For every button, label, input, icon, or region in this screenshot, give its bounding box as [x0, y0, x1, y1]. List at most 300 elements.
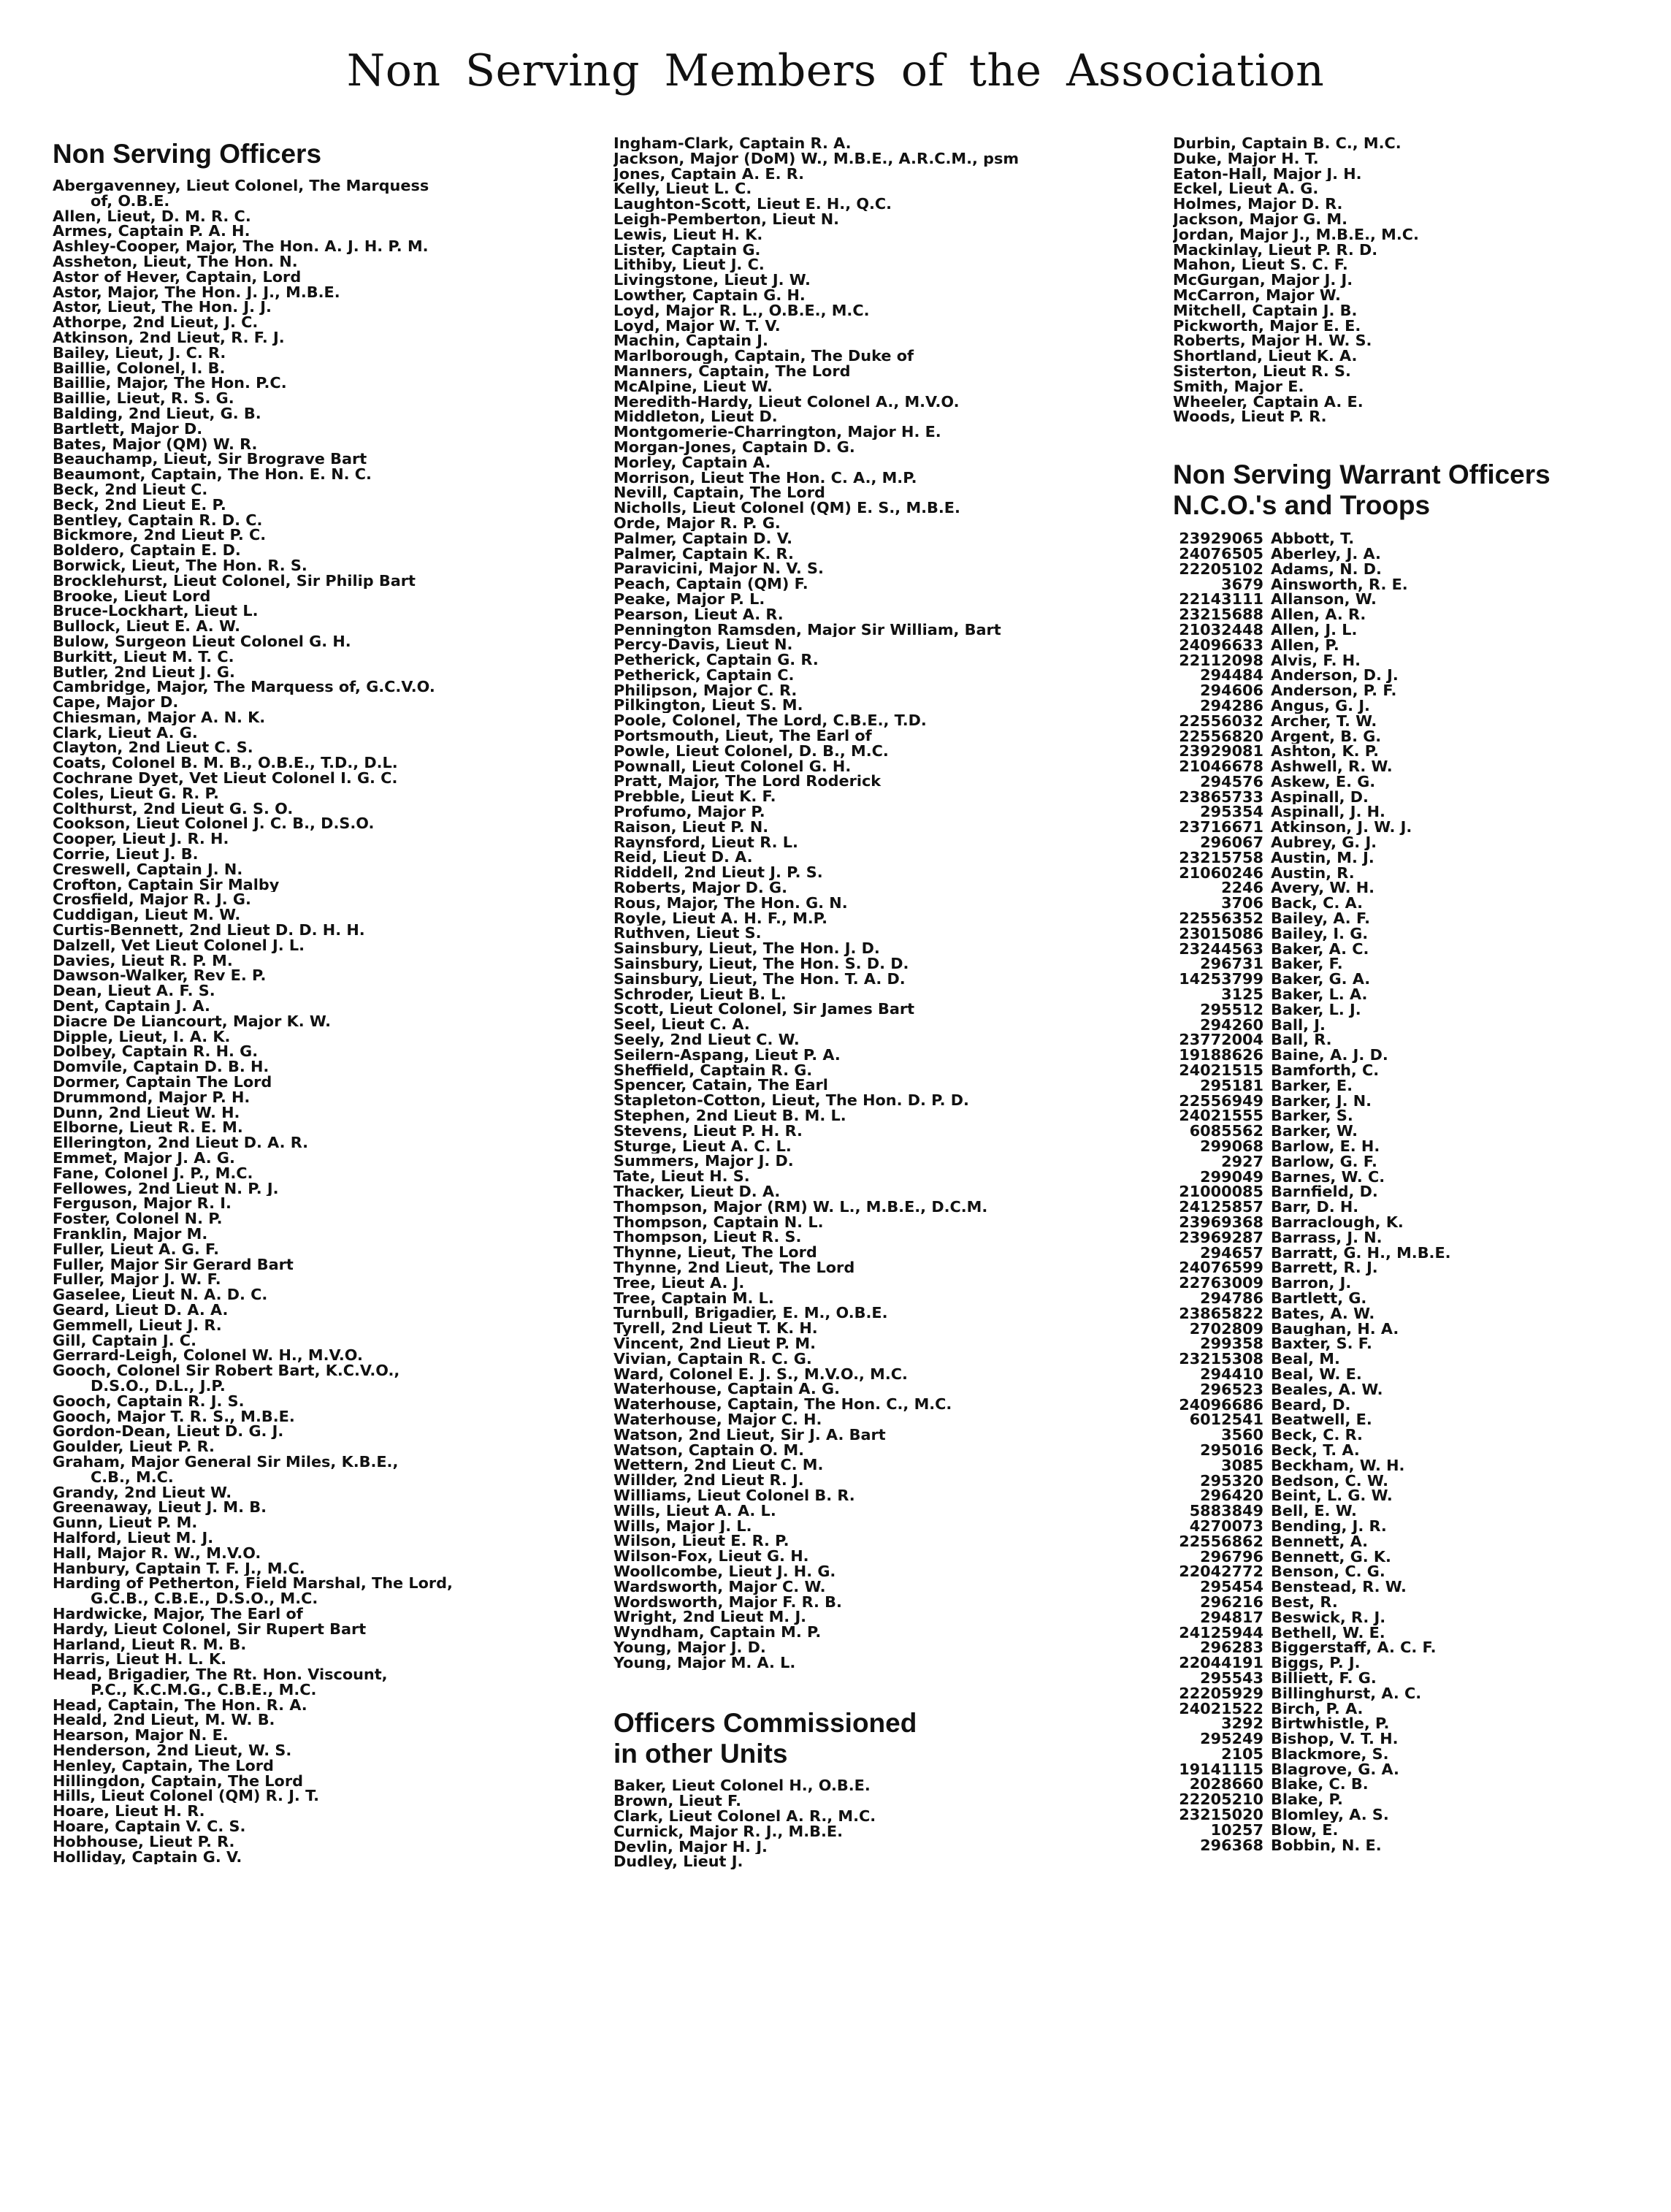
commissioned-list [613, 1778, 1169, 1869]
list-item: Head, Brigadier, The Rt. Hon. Viscount, [53, 1667, 388, 1682]
member-name: Bell, E. W. [1271, 1503, 1357, 1519]
list-item: Jackson, Major G. M. [1173, 211, 1347, 227]
table-row [1173, 987, 1671, 1002]
member-name: Argent, B. G. [1271, 728, 1382, 744]
table-row [1173, 592, 1671, 607]
list-item: Sturge, Lieut A. C. L. [613, 1138, 792, 1154]
table-row [1173, 1319, 1671, 1338]
list-item: Fane, Colonel J. P., M.C. [53, 1165, 253, 1181]
member-name: Beales, A. W. [1271, 1381, 1383, 1397]
service-number: 3125 [1221, 985, 1263, 1004]
member-name: Barraclough, K. [1271, 1215, 1404, 1230]
list-item: Sainsbury, Lieut, The Hon. T. A. D. [613, 971, 906, 987]
list-item: Boldero, Captain E. D. [53, 543, 241, 558]
service-number: 23716671 [1179, 818, 1263, 836]
service-number: 295512 [1200, 1000, 1263, 1018]
list-item: Dean, Lieut A. F. S. [53, 983, 215, 999]
member-name: Blake, C. B. [1271, 1777, 1369, 1793]
member-name: Billiett, F. G. [1271, 1670, 1377, 1686]
member-name: Baker, A. C. [1271, 941, 1369, 957]
member-name: Bishop, V. T. H. [1271, 1731, 1399, 1747]
column-officers-1 [53, 136, 608, 1864]
table-row [1173, 1275, 1671, 1291]
member-name: Barker, S. [1271, 1108, 1353, 1124]
table-row [1173, 546, 1671, 562]
officers-list [53, 178, 608, 1864]
list-item: Bates, Major (QM) W. R. [53, 436, 258, 452]
member-name: Anderson, P. F. [1271, 683, 1397, 698]
member-name: Atkinson, J. W. J. [1271, 820, 1412, 836]
service-number: 22556862 [1179, 1532, 1263, 1550]
service-number: 294576 [1200, 772, 1263, 790]
table-row [1173, 787, 1671, 806]
table-row [1173, 607, 1671, 622]
list-item: Dalzell, Vet Lieut Colonel J. L. [53, 937, 305, 953]
list-item: Thompson, Lieut R. S. [613, 1229, 802, 1246]
table-row [1173, 1458, 1671, 1473]
list-item: Eaton-Hall, Major J. H. [1173, 166, 1362, 182]
list-item: Cape, Major D. [53, 695, 179, 710]
table-row [1173, 1625, 1671, 1641]
table-row [1173, 1549, 1671, 1565]
list-item: Henley, Captain, The Lord [53, 1758, 274, 1774]
list-item: Percy-Davis, Lieut N. [613, 637, 793, 653]
service-number: 2105 [1221, 1744, 1263, 1763]
page-title: Non Serving Members of the Association [346, 45, 1325, 96]
member-name: Abbott, T. [1271, 531, 1355, 546]
list-item: Chiesman, Major A. N. K. [53, 709, 266, 725]
list-item: Dawson-Walker, Rev E. P. [53, 968, 267, 984]
list-item: Hillingdon, Captain, The Lord [53, 1773, 303, 1789]
heading-line: Officers Commissioned [613, 1708, 917, 1739]
list-item: Geard, Lieut D. A. A. [53, 1302, 229, 1318]
list-item: Sheffield, Captain R. G. [613, 1062, 813, 1078]
member-name: Back, C. A. [1271, 896, 1363, 912]
list-item: Thacker, Lieut D. A. [613, 1183, 781, 1200]
list-item: Gordon-Dean, Lieut D. G. J. [53, 1424, 284, 1440]
list-item: McGurgan, Major J. J. [1173, 272, 1353, 288]
list-item: Corrie, Lieut J. B. [53, 847, 199, 862]
list-item: Drummond, Major P. H. [53, 1089, 251, 1105]
list-item: Poole, Colonel, The Lord, C.B.E., T.D. [613, 713, 927, 729]
table-row [1173, 683, 1671, 698]
list-item: Wilson-Fox, Lieut G. H. [613, 1549, 809, 1564]
table-row [1173, 1397, 1671, 1413]
list-item: Athorpe, 2nd Lieut, J. C. [53, 315, 259, 330]
list-item: Fuller, Major J. W. F. [53, 1272, 221, 1288]
list-item: McCarron, Major W. [1173, 287, 1341, 303]
member-name: Bartlett, G. [1271, 1290, 1367, 1306]
service-number: 24021515 [1179, 1061, 1263, 1080]
list-item: Leigh-Pemberton, Lieut N. [613, 211, 840, 227]
member-name: Beal, M. [1271, 1351, 1340, 1367]
list-item: Baker, Lieut Colonel H., O.B.E. [613, 1778, 871, 1794]
table-row [1173, 1015, 1671, 1034]
list-item: Head, Captain, The Hon. R. A. [53, 1697, 307, 1713]
list-item: Jones, Captain A. E. R. [613, 166, 805, 182]
list-item: Bailey, Lieut, J. C. R. [53, 345, 226, 361]
table-row [1173, 1564, 1671, 1579]
list-item: Cambridge, Major, The Marquess of, G.C.V.O. [53, 679, 435, 695]
service-number: 294260 [1200, 1015, 1263, 1034]
service-number: 21032448 [1179, 620, 1263, 638]
list-item: Burkitt, Lieut M. T. C. [53, 649, 234, 665]
list-item: Brooke, Lieut Lord [53, 588, 211, 604]
list-item: Holliday, Captain G. V. [53, 1849, 242, 1865]
member-name: Baughan, H. A. [1271, 1321, 1399, 1337]
service-number: 14253799 [1179, 970, 1263, 988]
table-row [1173, 1243, 1671, 1262]
service-number: 22763009 [1179, 1274, 1263, 1292]
table-row [1173, 1701, 1671, 1717]
service-number: 23215020 [1179, 1806, 1263, 1824]
table-row [1173, 1427, 1671, 1443]
table-row [1173, 1367, 1671, 1382]
service-number: 3560 [1221, 1426, 1263, 1444]
list-item: Curtis-Bennett, 2nd Lieut D. D. H. H. [53, 923, 365, 938]
service-number: 299358 [1200, 1335, 1263, 1353]
list-item: Tyrell, 2nd Lieut T. K. H. [613, 1321, 818, 1336]
service-number: 6012541 [1189, 1411, 1263, 1429]
member-name: Barker, E. [1271, 1078, 1353, 1094]
member-name: Bailey, I. G. [1271, 926, 1369, 942]
officers-list-continued [613, 136, 1169, 1670]
service-number: 21000085 [1179, 1183, 1263, 1201]
list-item: Mahon, Lieut S. C. F. [1173, 257, 1348, 273]
list-item: Wardsworth, Major C. W. [613, 1579, 826, 1595]
member-name: Barnes, W. C. [1271, 1169, 1385, 1185]
table-row [1173, 1807, 1671, 1823]
list-item: McAlpine, Lieut W. [613, 378, 773, 394]
member-name: Ashton, K. P. [1271, 744, 1380, 760]
list-item: Ward, Colonel E. J. S., M.V.O., M.C. [613, 1366, 908, 1382]
list-item: Paravicini, Major N. V. S. [613, 561, 824, 577]
member-name: Allanson, W. [1271, 592, 1377, 608]
member-name: Beint, L. G. W. [1271, 1488, 1393, 1504]
service-number: 296283 [1200, 1639, 1263, 1657]
member-name: Aberley, J. A. [1271, 546, 1381, 562]
table-row [1173, 1291, 1671, 1306]
service-number: 294484 [1200, 666, 1263, 684]
service-number: 294657 [1200, 1243, 1263, 1262]
list-item: Henderson, 2nd Lieut, W. S. [53, 1743, 292, 1758]
list-item: Baillie, Lieut, R. S. G. [53, 391, 234, 406]
list-item: Thompson, Major (RM) W. L., M.B.E., D.C.M. [613, 1199, 988, 1215]
list-item: Bentley, Captain R. D. C. [53, 512, 263, 528]
list-item: Peach, Captain (QM) F. [613, 576, 808, 592]
list-item: Rous, Major, The Hon. G. N. [613, 895, 848, 911]
service-number: 23969287 [1179, 1228, 1263, 1246]
list-item: Loyd, Major R. L., O.B.E., M.C. [613, 302, 870, 319]
list-item: Dent, Captain J. A. [53, 999, 210, 1014]
member-name: Beal, W. E. [1271, 1366, 1362, 1382]
member-name: Ainsworth, R. E. [1271, 576, 1408, 592]
member-name: Barlow, E. H. [1271, 1139, 1380, 1154]
member-name: Austin, M. J. [1271, 850, 1374, 866]
table-row [1173, 1534, 1671, 1549]
member-name: Biggerstaff, A. C. F. [1271, 1640, 1437, 1656]
list-item: Astor, Lieut, The Hon. J. J. [53, 300, 272, 316]
table-row [1173, 1762, 1671, 1777]
service-number: 296067 [1200, 834, 1263, 852]
service-number: 296523 [1200, 1380, 1263, 1398]
section-heading-non-serving-officers: Non Serving Officers [53, 139, 322, 169]
member-name: Benson, C. G. [1271, 1564, 1385, 1580]
list-item: Durbin, Captain B. C., M.C. [1173, 136, 1402, 151]
list-item: Goulder, Lieut P. R. [53, 1439, 215, 1454]
service-number: 6085562 [1189, 1122, 1263, 1140]
list-item: Woollcombe, Lieut J. H. G. [613, 1563, 836, 1579]
list-item: Ferguson, Major R. I. [53, 1196, 232, 1212]
list-item: Raynsford, Lieut R. L. [613, 834, 798, 850]
service-number: 296216 [1200, 1593, 1263, 1611]
list-item: Wright, 2nd Lieut M. J. [613, 1609, 807, 1625]
list-item: Gerrard-Leigh, Colonel W. H., M.V.O. [53, 1348, 363, 1364]
list-item: Baillie, Colonel, I. B. [53, 360, 226, 376]
list-item: Summers, Major J. D. [613, 1153, 794, 1170]
table-row [1173, 638, 1671, 653]
table-row [1173, 1091, 1671, 1110]
list-item: Mitchell, Captain J. B. [1173, 302, 1358, 319]
list-item: Foster, Colonel N. P. [53, 1211, 223, 1227]
list-item: Hoare, Lieut H. R. [53, 1804, 205, 1820]
member-name: Beck, C. R. [1271, 1427, 1363, 1443]
member-name: Barrass, J. N. [1271, 1229, 1383, 1246]
list-item: Harding of Petherton, Field Marshal, The Lord, [53, 1576, 453, 1592]
list-item: Waterhouse, Major C. H. [613, 1411, 822, 1427]
service-number: 22042772 [1179, 1563, 1263, 1581]
list-item: Bulow, Surgeon Lieut Colonel G. H. [53, 633, 351, 649]
service-number: 2246 [1221, 879, 1263, 897]
list-item: Manners, Captain, The Lord [613, 363, 851, 379]
service-number: 299049 [1200, 1167, 1263, 1186]
list-item: Machin, Captain J. [613, 333, 768, 349]
list-item: Thompson, Captain N. L. [613, 1214, 824, 1230]
member-name: Billinghurst, A. C. [1271, 1685, 1422, 1701]
service-number: 3679 [1221, 575, 1263, 593]
service-number: 22556032 [1179, 712, 1263, 730]
list-item: Bruce-Lockhart, Lieut L. [53, 603, 259, 619]
table-row [1173, 759, 1671, 774]
member-name: Baker, G. A. [1271, 972, 1371, 988]
list-item: Wordsworth, Major F. R. B. [613, 1594, 842, 1610]
service-number: 3706 [1221, 894, 1263, 912]
member-name: Blomley, A. S. [1271, 1807, 1389, 1823]
list-item: Wills, Major J. L. [613, 1518, 752, 1534]
service-number: 23215308 [1179, 1350, 1263, 1368]
list-item: Hearson, Major N. E. [53, 1728, 229, 1744]
service-number: 24021555 [1179, 1107, 1263, 1125]
list-item: Reid, Lieut D. A. [613, 850, 753, 866]
list-item: Riddell, 2nd Lieut J. P. S. [613, 865, 823, 881]
table-row [1173, 1792, 1671, 1807]
table-row [1173, 1002, 1671, 1018]
list-item: Stephen, 2nd Lieut B. M. L. [613, 1108, 846, 1124]
list-item: Young, Major M. A. L. [613, 1655, 796, 1671]
table-row [1173, 1154, 1671, 1170]
list-item: Raison, Lieut P. N. [613, 819, 769, 835]
member-name: Bethell, W. E. [1271, 1625, 1385, 1641]
list-item: Gunn, Lieut P. M. [53, 1515, 198, 1530]
list-item: Allen, Lieut, D. M. R. C. [53, 208, 251, 224]
table-row [1173, 1306, 1671, 1322]
table-row [1173, 531, 1671, 546]
table-row [1173, 1200, 1671, 1215]
table-row [1173, 1230, 1671, 1246]
list-item: Clark, Lieut Colonel A. R., M.C. [613, 1809, 876, 1824]
list-item: Elborne, Lieut R. E. M. [53, 1120, 243, 1136]
table-row [1173, 1336, 1671, 1351]
member-name: Aspinall, J. H. [1271, 804, 1385, 820]
list-item: Tate, Lieut H. S. [613, 1169, 750, 1184]
list-item: Petherick, Captain C. [613, 667, 795, 683]
member-name: Baine, A. J. D. [1271, 1048, 1388, 1064]
list-item: Prebble, Lieut K. F. [613, 789, 776, 805]
member-name: Barker, W. [1271, 1124, 1358, 1140]
list-item: Harland, Lieut R. M. B. [53, 1636, 247, 1652]
list-item: Hall, Major R. W., M.V.O. [53, 1545, 261, 1561]
list-item: Gooch, Captain R. J. S. [53, 1393, 245, 1409]
service-number: 295181 [1200, 1076, 1263, 1094]
list-item: Stevens, Lieut P. H. R. [613, 1123, 803, 1139]
table-row [1173, 1820, 1671, 1839]
list-item: Pilkington, Lieut S. M. [613, 698, 803, 714]
list-item: Franklin, Major M. [53, 1226, 208, 1242]
table-row [1173, 1519, 1671, 1534]
list-item: Dudley, Lieut J. [613, 1854, 743, 1870]
table-row [1173, 1139, 1671, 1154]
member-name: Biggs, P. J. [1271, 1655, 1361, 1671]
list-item: Beck, 2nd Lieut E. P. [53, 497, 226, 513]
table-row [1173, 1473, 1671, 1489]
list-item: Ruthven, Lieut S. [613, 926, 762, 942]
table-row [1173, 1078, 1671, 1094]
service-number: 2028660 [1189, 1775, 1263, 1793]
list-item: Seel, Lieut C. A. [613, 1017, 750, 1033]
service-number: 23865733 [1179, 787, 1263, 806]
table-row [1173, 1777, 1671, 1792]
list-item: Brocklehurst, Lieut Colonel, Sir Philip Bart [53, 573, 416, 589]
member-name: Blackmore, S. [1271, 1746, 1389, 1762]
list-item: Hobhouse, Lieut P. R. [53, 1834, 235, 1850]
column-officers-2 [613, 136, 1169, 1869]
member-name: Bobbin, N. E. [1271, 1837, 1382, 1853]
list-item: Turnbull, Brigadier, E. M., O.B.E. [613, 1305, 888, 1322]
service-number: 296368 [1200, 1836, 1263, 1854]
list-item: Livingstone, Lieut J. W. [613, 272, 811, 288]
list-item: Seely, 2nd Lieut C. W. [613, 1032, 800, 1048]
table-row [1173, 653, 1671, 668]
member-name: Allen, J. L. [1271, 622, 1358, 638]
service-number: 24076505 [1179, 544, 1263, 562]
list-item: Sainsbury, Lieut, The Hon. S. D. D. [613, 956, 909, 972]
service-number: 296731 [1200, 955, 1263, 973]
service-number: 294286 [1200, 696, 1263, 714]
list-item: Loyd, Major W. T. V. [613, 318, 781, 334]
service-number: 22556352 [1179, 909, 1263, 928]
list-item: Clayton, 2nd Lieut C. S. [53, 740, 253, 756]
list-item: Balding, 2nd Lieut, G. B. [53, 405, 261, 422]
list-item: Sisterton, Lieut R. S. [1173, 363, 1351, 379]
member-name: Barr, D. H. [1271, 1200, 1359, 1215]
member-name: Ball, J. [1271, 1017, 1326, 1033]
list-item: Dipple, Lieut, I. A. K. [53, 1029, 231, 1045]
list-item: Waterhouse, Captain, The Hon. C., M.C. [613, 1397, 952, 1412]
section-heading-warrant-officers [1173, 459, 1671, 521]
table-row [1173, 698, 1671, 714]
list-item: Laughton-Scott, Lieut E. H., Q.C. [613, 197, 892, 212]
list-item: Lister, Captain G. [613, 242, 761, 258]
table-row [1173, 939, 1671, 958]
list-item: Bartlett, Major D. [53, 421, 203, 437]
list-item: Pratt, Major, The Lord Roderick [613, 774, 882, 790]
service-number: 22143111 [1179, 590, 1263, 609]
list-item: Ingham-Clark, Captain R. A. [613, 136, 852, 151]
list-item: Williams, Lieut Colonel B. R. [613, 1487, 855, 1503]
service-number: 23865822 [1179, 1304, 1263, 1322]
list-item: Seilern-Aspang, Lieut P. A. [613, 1047, 841, 1063]
list-item: Butler, 2nd Lieut J. G. [53, 664, 235, 680]
list-item: Astor, Major, The Hon. J. J., M.B.E. [53, 284, 340, 300]
service-number: 21060246 [1179, 863, 1263, 882]
service-number: 2927 [1221, 1152, 1263, 1170]
service-number: 22205210 [1179, 1790, 1263, 1809]
table-row [1173, 714, 1671, 729]
member-name: Bending, J. R. [1271, 1518, 1387, 1534]
service-number: 22556949 [1179, 1091, 1263, 1110]
member-name: Bates, A. W. [1271, 1305, 1375, 1322]
list-item: Smith, Major E. [1173, 378, 1304, 394]
table-row [1173, 835, 1671, 850]
member-name: Ashwell, R. W. [1271, 759, 1393, 774]
member-name: Baker, L. A. [1271, 987, 1368, 1002]
list-item: Eckel, Lieut A. G. [1173, 181, 1319, 197]
list-item: Willder, 2nd Lieut R. J. [613, 1473, 804, 1488]
list-item: Dormer, Captain The Lord [53, 1075, 272, 1090]
table-row [1173, 820, 1671, 835]
list-item: Mackinlay, Lieut P. R. D. [1173, 242, 1378, 258]
service-number: 23772004 [1179, 1031, 1263, 1049]
service-number: 2702809 [1189, 1319, 1263, 1338]
list-item: Heald, 2nd Lieut, M. W. B. [53, 1712, 275, 1728]
table-row [1173, 956, 1671, 972]
table-row [1173, 729, 1671, 744]
list-item: Gooch, Colonel Sir Robert Bart, K.C.V.O., [53, 1363, 400, 1378]
table-row [1173, 1595, 1671, 1610]
table-row [1173, 1744, 1671, 1763]
table-row [1173, 1640, 1671, 1655]
list-item: Roberts, Major D. G. [613, 880, 788, 896]
member-name: Barratt, G. H., M.B.E. [1271, 1245, 1451, 1261]
list-item: Hardy, Lieut Colonel, Sir Rupert Bart [53, 1621, 367, 1637]
list-item: Wheeler, Captain A. E. [1173, 394, 1364, 410]
list-item: Peake, Major P. L. [613, 591, 765, 607]
list-item: Spencer, Catain, The Earl [613, 1078, 828, 1094]
table-row [1173, 1048, 1671, 1063]
list-item: Graham, Major General Sir Miles, K.B.E., [53, 1454, 399, 1470]
list-item: Grandy, 2nd Lieut W. [53, 1484, 232, 1500]
table-row [1173, 1184, 1671, 1200]
table-row [1173, 1167, 1671, 1186]
warrant-list [1173, 531, 1671, 1853]
list-item: Watson, 2nd Lieut, Sir J. A. Bart [613, 1427, 886, 1443]
table-row [1173, 622, 1671, 638]
list-item: Cuddigan, Lieut M. W. [53, 907, 241, 923]
list-item: Coats, Colonel B. M. B., O.B.E., T.D., D.L. [53, 755, 398, 771]
list-item: Wyndham, Captain M. P. [613, 1625, 822, 1640]
member-name: Askew, E. G. [1271, 774, 1376, 790]
table-row [1173, 911, 1671, 926]
